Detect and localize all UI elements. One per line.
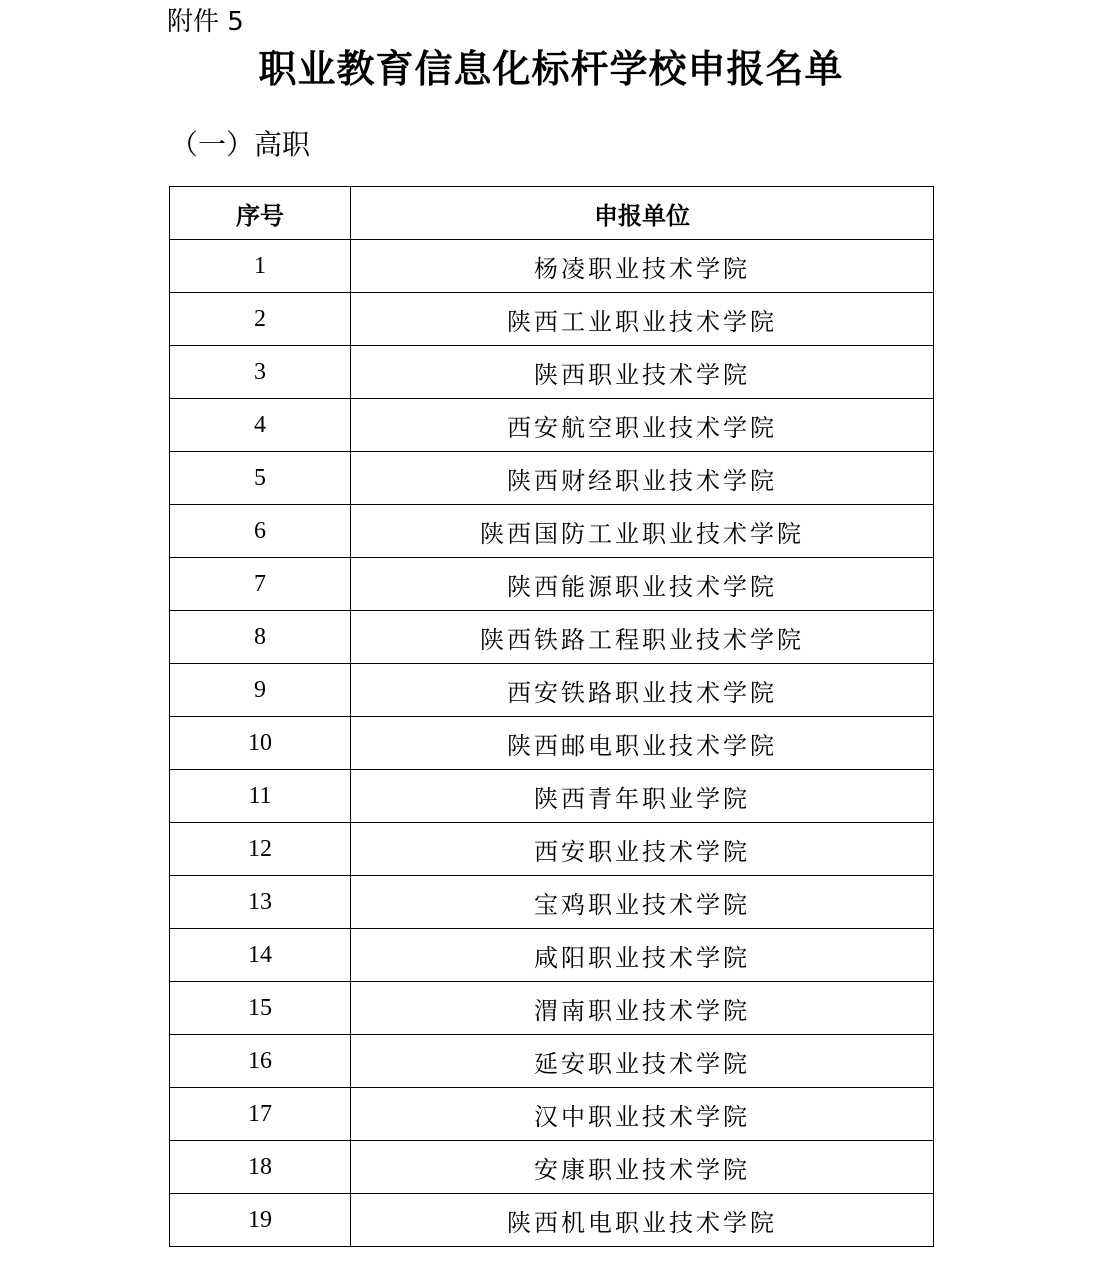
table-row	[170, 823, 934, 876]
table-row	[170, 452, 934, 505]
table-row	[170, 505, 934, 558]
table-row	[170, 611, 934, 664]
row-serial-number: 8	[170, 611, 351, 664]
row-applicant-unit: 陕西邮电职业技术学院	[351, 717, 934, 770]
table-row	[170, 1088, 934, 1141]
row-applicant-unit: 陕西财经职业技术学院	[351, 452, 934, 505]
table-row	[170, 664, 934, 717]
row-serial-number: 15	[170, 982, 351, 1035]
row-applicant-unit: 安康职业技术学院	[351, 1141, 934, 1194]
table-row	[170, 1194, 934, 1247]
table-row	[170, 717, 934, 770]
applicant-table	[169, 186, 934, 1247]
row-applicant-unit: 杨凌职业技术学院	[351, 240, 934, 293]
row-applicant-unit: 汉中职业技术学院	[351, 1088, 934, 1141]
row-applicant-unit: 渭南职业技术学院	[351, 982, 934, 1035]
table-row	[170, 1141, 934, 1194]
row-applicant-unit: 陕西机电职业技术学院	[351, 1194, 934, 1247]
table-row	[170, 346, 934, 399]
row-serial-number: 12	[170, 823, 351, 876]
row-applicant-unit: 西安职业技术学院	[351, 823, 934, 876]
row-serial-number: 16	[170, 1035, 351, 1088]
row-applicant-unit: 西安铁路职业技术学院	[351, 664, 934, 717]
row-applicant-unit: 咸阳职业技术学院	[351, 929, 934, 982]
row-serial-number: 18	[170, 1141, 351, 1194]
row-serial-number: 6	[170, 505, 351, 558]
row-serial-number: 11	[170, 770, 351, 823]
table-row	[170, 876, 934, 929]
row-serial-number: 2	[170, 293, 351, 346]
header-applicant-unit: 申报单位	[351, 187, 934, 240]
row-applicant-unit: 延安职业技术学院	[351, 1035, 934, 1088]
page-title: 职业教育信息化标杆学校申报名单	[258, 47, 844, 91]
row-applicant-unit: 陕西工业职业技术学院	[351, 293, 934, 346]
row-applicant-unit: 宝鸡职业技术学院	[351, 876, 934, 929]
row-serial-number: 5	[170, 452, 351, 505]
table-row	[170, 1035, 934, 1088]
table-body	[170, 240, 934, 1247]
table-row	[170, 558, 934, 611]
row-serial-number: 4	[170, 399, 351, 452]
row-applicant-unit: 陕西国防工业职业技术学院	[351, 505, 934, 558]
row-applicant-unit: 陕西铁路工程职业技术学院	[351, 611, 934, 664]
table-row	[170, 982, 934, 1035]
header-serial-number: 序号	[170, 187, 351, 240]
row-serial-number: 7	[170, 558, 351, 611]
row-applicant-unit: 西安航空职业技术学院	[351, 399, 934, 452]
row-serial-number: 13	[170, 876, 351, 929]
row-serial-number: 10	[170, 717, 351, 770]
attachment-label: 附件 5	[167, 7, 244, 37]
row-serial-number: 1	[170, 240, 351, 293]
row-applicant-unit: 陕西职业技术学院	[351, 346, 934, 399]
row-applicant-unit: 陕西青年职业学院	[351, 770, 934, 823]
table-row	[170, 240, 934, 293]
table-row	[170, 929, 934, 982]
section-heading: （一）高职	[170, 128, 311, 161]
row-serial-number: 14	[170, 929, 351, 982]
row-serial-number: 17	[170, 1088, 351, 1141]
row-serial-number: 9	[170, 664, 351, 717]
table-row	[170, 770, 934, 823]
table-row	[170, 399, 934, 452]
row-serial-number: 3	[170, 346, 351, 399]
table-header-row	[170, 187, 934, 240]
table-row	[170, 293, 934, 346]
row-serial-number: 19	[170, 1194, 351, 1247]
row-applicant-unit: 陕西能源职业技术学院	[351, 558, 934, 611]
